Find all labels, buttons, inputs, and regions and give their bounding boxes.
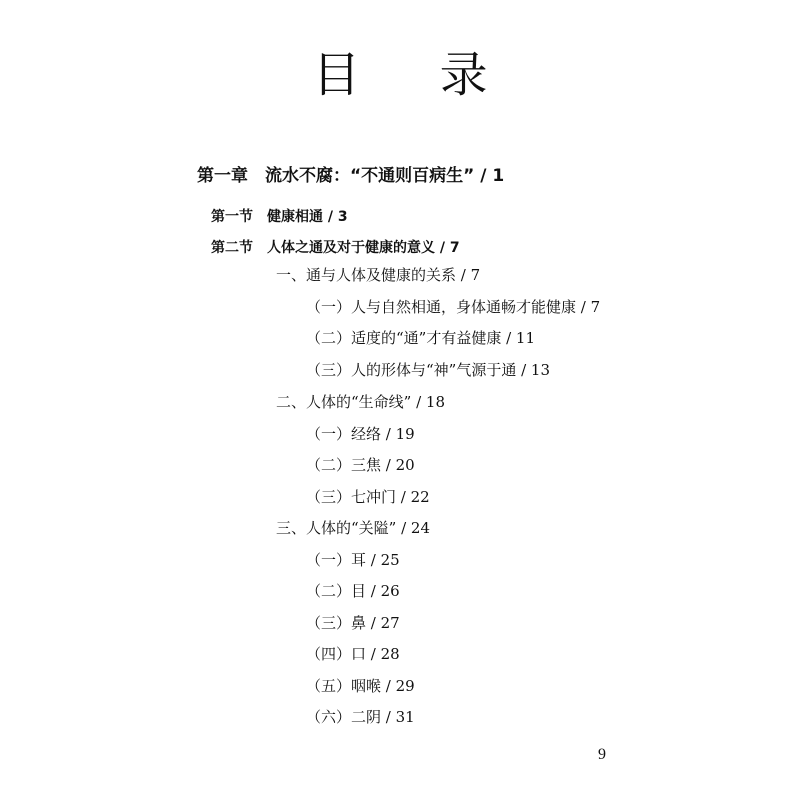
- toc-item: （一）经络 / 19: [306, 425, 415, 443]
- toc-item: 三、人体的“关隘” / 24: [276, 519, 431, 537]
- toc-item: 二、人体的“生命线” / 18: [276, 393, 446, 411]
- toc-item: （一）耳 / 25: [306, 551, 400, 569]
- toc-item: （四）口 / 28: [306, 645, 400, 663]
- toc-chapter-1: 第一章 流水不腐：“不通则百病生” / 1: [197, 166, 505, 186]
- toc-section-1: 第一节 健康相通 / 3: [211, 209, 348, 225]
- page-title: 目 录: [312, 47, 520, 103]
- page-number: 9: [598, 746, 606, 763]
- toc-item: （三）人的形体与“神”气源于通 / 13: [306, 361, 551, 379]
- toc-item: （二）适度的“通”才有益健康 / 11: [306, 329, 536, 347]
- toc-section-2: 第二节 人体之通及对于健康的意义 / 7: [211, 240, 460, 256]
- toc-item: （二）三焦 / 20: [306, 456, 415, 474]
- toc-item: （一）人与自然相通，身体通畅才能健康 / 7: [306, 298, 601, 316]
- toc-item: 一、通与人体及健康的关系 / 7: [276, 266, 481, 284]
- toc-item: （三）七冲门 / 22: [306, 488, 430, 506]
- toc-item: （六）二阴 / 31: [306, 708, 415, 726]
- toc-item: （二）目 / 26: [306, 582, 400, 600]
- toc-item: （五）咽喉 / 29: [306, 677, 415, 695]
- toc-item: （三）鼻 / 27: [306, 614, 400, 632]
